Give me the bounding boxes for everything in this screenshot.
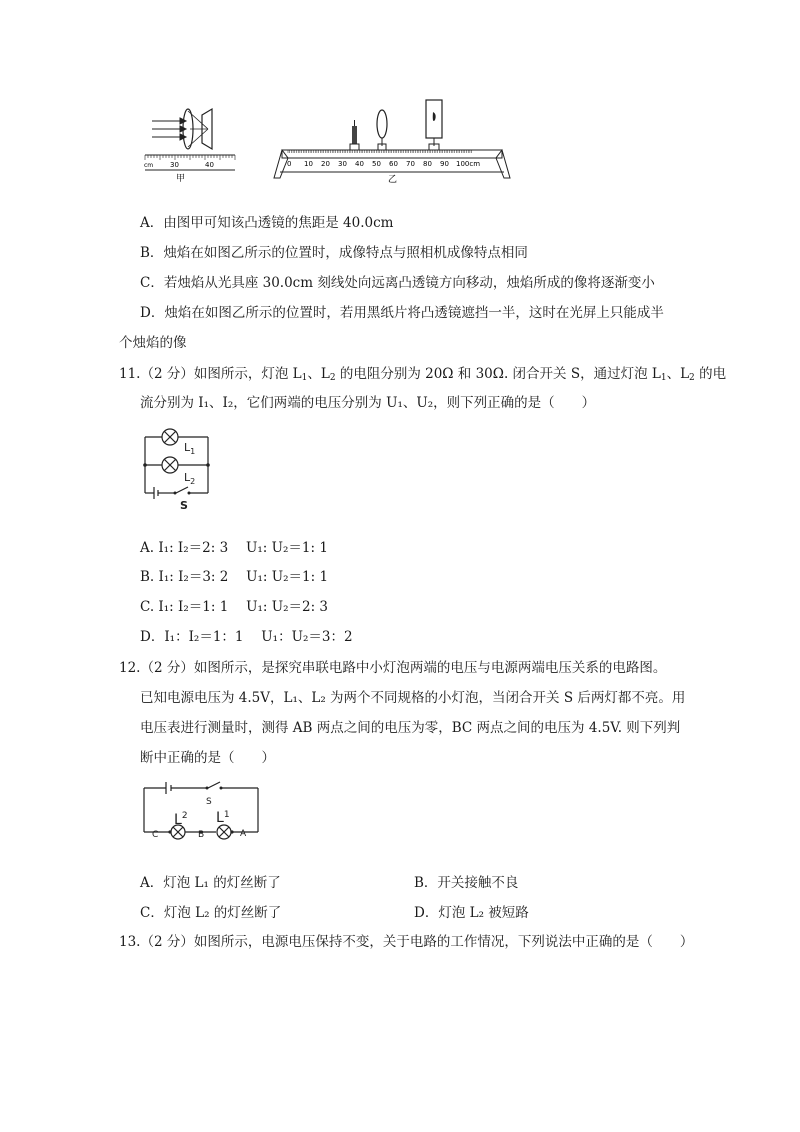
figure-label-jia: 甲: [176, 174, 186, 184]
series-circuit-figure: [140, 780, 265, 845]
q12-stem-line2: 已知电源电压为 4.5V，L₁、L₂ 为两个不同规格的小灯泡，当闭合开关 S 后两灯都不亮。用: [140, 690, 686, 706]
ruler-tick-label: 30: [170, 161, 179, 169]
bench-tick-label: 70: [406, 160, 415, 168]
q11-option-c: C. I₁: I₂＝1: 1 U₁: U₂＝2: 3: [140, 599, 329, 615]
q12-option-b: B．开关接触不良: [414, 875, 519, 891]
q12-option-d: D．灯泡 L₂ 被短路: [414, 905, 529, 921]
bench-tick-label: 10: [304, 160, 313, 168]
svg-text:L2: $L^2$: [174, 811, 188, 828]
q11-stem-line1: 11.（2 分）如图所示，灯泡 $L_1$、$L_2$ 的电阻分别为 20Ω 和 30Ω. 闭合开关 S，通过灯泡 $L_1$、$L_2$ 的电: [119, 366, 727, 383]
switch-label: S: [206, 797, 212, 807]
bench-tick-label: 40: [355, 160, 364, 168]
q10-option-c: C．若烛焰从光具座 30.0cm 刻线处向远离凸透镜方向移动，烛焰所成的像将逐渐变小: [140, 275, 655, 291]
svg-text:L1: $L_1$: [184, 441, 196, 456]
q12-stem-line4: 断中正确的是（ ）: [140, 750, 275, 766]
bench-tick-label: 100cm: [456, 160, 481, 168]
q11-option-b: B. I₁: I₂＝3: 2 U₁: U₂＝1: 1: [140, 569, 329, 585]
q11-option-d: D．I₁：I₂＝1：1 U₁：U₂＝3：2: [140, 629, 353, 645]
bench-tick-label: 60: [389, 160, 398, 168]
ruler-unit: cm: [144, 162, 154, 169]
parallel-circuit-figure: [140, 425, 215, 515]
lens-focal-figure: [140, 105, 240, 185]
bench-tick-label: 0: [287, 160, 292, 168]
q10-option-d: D．烛焰在如图乙所示的位置时，若用黑纸片将凸透镜遮挡一半，这时在光屏上只能成半: [140, 305, 664, 321]
bench-tick-label: 50: [372, 160, 381, 168]
bench-tick-label: 30: [338, 160, 347, 168]
point-c-label: C: [152, 830, 159, 840]
q12-stem-line1: 12.（2 分）如图所示，是探究串联电路中小灯泡两端的电压与电源两端电压关系的电路图。: [119, 660, 667, 676]
q10-option-d-cont: 个烛焰的像: [119, 335, 187, 351]
svg-text:L2: $L_2$: [184, 471, 196, 486]
switch-label: S: [180, 499, 188, 512]
q12-stem-line3: 电压表进行测量时，测得 AB 两点之间的电压为零，BC 两点之间的电压为 4.5V. 则下列判: [140, 720, 681, 736]
point-a-label: A: [240, 829, 247, 839]
point-b-label: B: [198, 830, 205, 840]
q10-option-b: B．烛焰在如图乙所示的位置时，成像特点与照相机成像特点相同: [140, 245, 528, 261]
q13-stem-line1: 13.（2 分）如图所示，电源电压保持不变，关于电路的工作情况，下列说法中正确的是（ ）: [119, 934, 694, 950]
q12-option-c: C．灯泡 L₂ 的灯丝断了: [140, 905, 282, 921]
ruler-tick-label: 40: [205, 161, 214, 169]
optical-bench-figure: [272, 98, 512, 184]
q11-stem-line2: 流分别为 I₁、I₂，它们两端的电压分别为 U₁、U₂，则下列正确的是（ ）: [140, 395, 596, 411]
bench-tick-label: 80: [423, 160, 432, 168]
q10-option-a: A．由图甲可知该凸透镜的焦距是 40.0cm: [140, 215, 394, 231]
svg-text:L1: $L^1$: [216, 810, 230, 826]
bench-tick-label: 90: [440, 160, 449, 168]
q12-option-a: A．灯泡 L₁ 的灯丝断了: [140, 875, 281, 891]
q11-option-a: A. I₁: I₂＝2: 3 U₁: U₂＝1: 1: [140, 540, 328, 556]
bench-tick-label: 20: [321, 160, 330, 168]
figure-label-yi: 乙: [388, 175, 398, 184]
